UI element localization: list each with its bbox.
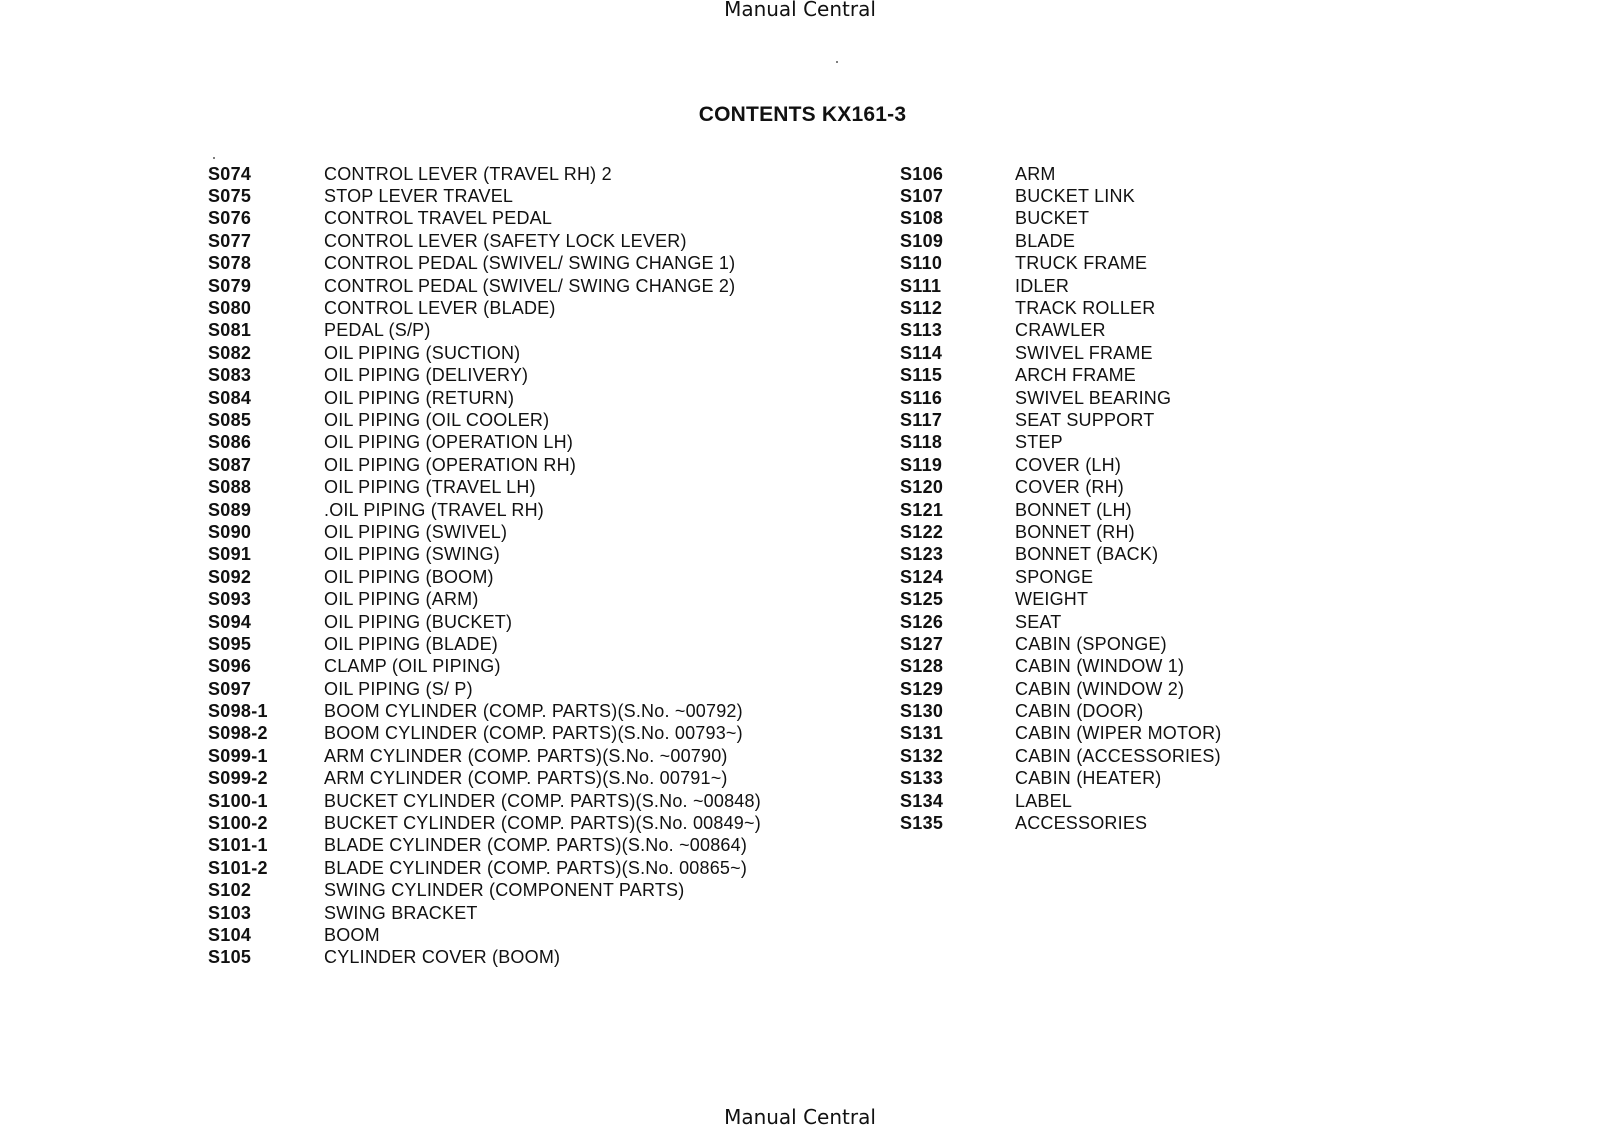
contents-entry: [900, 365, 1221, 387]
contents-entry: [208, 633, 761, 655]
contents-entry: [208, 275, 761, 297]
section-code: S117: [900, 409, 943, 430]
section-title: CABIN (HEATER): [1015, 768, 1162, 789]
contents-entry: [208, 611, 761, 633]
contents-entry: [900, 432, 1221, 454]
contents-entry: [208, 656, 761, 678]
section-code: S093: [208, 589, 252, 610]
section-title: CABIN (WINDOW 1): [1015, 656, 1185, 677]
contents-entry: [900, 656, 1221, 678]
section-code: S124: [900, 566, 944, 587]
section-title: BONNET (LH): [1015, 499, 1132, 520]
section-title: OIL PIPING (BOOM): [324, 566, 494, 587]
section-code: S075: [208, 186, 252, 207]
contents-entry: [900, 208, 1221, 230]
section-code: S101-1: [208, 835, 268, 856]
contents-entry: [900, 812, 1221, 834]
contents-entry: [208, 365, 761, 387]
section-title: OIL PIPING (SWIVEL): [324, 521, 508, 542]
contents-entry: [208, 902, 761, 924]
section-title: BUCKET CYLINDER (COMP. PARTS)(S.No. ~00848): [324, 790, 761, 811]
section-title: STEP: [1015, 432, 1063, 453]
contents-entry: [900, 409, 1221, 431]
contents-entry: [208, 857, 761, 879]
section-code: S103: [208, 902, 252, 923]
section-code: S099-2: [208, 768, 268, 789]
contents-entry: [900, 454, 1221, 476]
section-code: S101-2: [208, 857, 268, 878]
section-title: STOP LEVER TRAVEL: [324, 186, 514, 207]
section-title: IDLER: [1015, 275, 1070, 296]
section-title: SWING BRACKET: [324, 902, 478, 923]
section-title: OIL PIPING (DELIVERY): [324, 365, 529, 386]
section-title: SWIVEL BEARING: [1015, 387, 1172, 408]
section-code: S129: [900, 678, 944, 699]
section-title: CONTROL LEVER (TRAVEL RH) 2: [324, 163, 612, 184]
contents-entry: [208, 230, 761, 252]
contents-entry: [900, 544, 1221, 566]
section-title: CLAMP (OIL PIPING): [324, 656, 501, 677]
section-title: BLADE CYLINDER (COMP. PARTS)(S.No. 00865~): [324, 857, 748, 878]
section-code: S095: [208, 633, 252, 654]
contents-entry: [900, 588, 1221, 610]
contents-entry: [900, 342, 1221, 364]
section-title: SWING CYLINDER (COMPONENT PARTS): [324, 880, 685, 901]
contents-entry: [900, 678, 1221, 700]
section-title: CABIN (WINDOW 2): [1015, 678, 1185, 699]
section-title: BLADE: [1015, 230, 1076, 251]
contents-entry: [208, 521, 761, 543]
section-code: S087: [208, 454, 252, 475]
section-title: SEAT: [1015, 611, 1062, 632]
section-code: S098-2: [208, 723, 268, 744]
section-code: S083: [208, 365, 252, 386]
contents-entry: [208, 812, 761, 834]
section-title: OIL PIPING (BUCKET): [324, 611, 513, 632]
contents-entry: [900, 387, 1221, 409]
section-code: S085: [208, 409, 252, 430]
section-title: TRUCK FRAME: [1015, 253, 1148, 274]
section-title: CONTROL LEVER (BLADE): [324, 298, 556, 319]
section-code: S077: [208, 230, 252, 251]
contents-entry: [208, 476, 761, 498]
section-title: CONTROL LEVER (SAFETY LOCK LEVER): [324, 230, 687, 251]
section-code: S099-1: [208, 745, 268, 766]
contents-entry: [208, 320, 761, 342]
contents-entry: [208, 924, 761, 946]
section-title: OIL PIPING (SUCTION): [324, 342, 521, 363]
section-code: S082: [208, 342, 252, 363]
contents-entry: [208, 253, 761, 275]
contents-entry: [900, 633, 1221, 655]
contents-entry: [208, 700, 761, 722]
contents-entry: [208, 745, 761, 767]
section-code: S090: [208, 521, 252, 542]
section-code: S102: [208, 880, 252, 901]
contents-entry: [900, 275, 1221, 297]
section-title: ACCESSORIES: [1015, 813, 1148, 834]
contents-entry: [208, 947, 761, 969]
section-title: ARCH FRAME: [1015, 365, 1137, 386]
contents-entry: [208, 499, 761, 521]
section-title: BUCKET: [1015, 208, 1090, 229]
contents-entry: [900, 700, 1221, 722]
section-code: S131: [900, 723, 944, 744]
section-title: CRAWLER: [1015, 320, 1106, 341]
section-title: BOOM CYLINDER (COMP. PARTS)(S.No. 00793~): [324, 723, 743, 744]
contents-entry: [208, 544, 761, 566]
contents-entry: [900, 521, 1221, 543]
section-title: OIL PIPING (OPERATION RH): [324, 454, 577, 475]
section-code: S100-1: [208, 790, 268, 811]
section-title: TRACK ROLLER: [1015, 298, 1156, 319]
footer-brand: Manual Central: [724, 1105, 876, 1129]
contents-entry: [900, 745, 1221, 767]
section-code: S084: [208, 387, 252, 408]
section-code: S133: [900, 768, 944, 789]
section-title: LABEL: [1015, 790, 1073, 811]
section-title: CYLINDER COVER (BOOM): [324, 947, 561, 968]
contents-entry: [208, 163, 761, 185]
section-code: S092: [208, 566, 252, 587]
section-title: OIL PIPING (OPERATION LH): [324, 432, 574, 453]
section-title: CABIN (ACCESSORIES): [1015, 745, 1221, 766]
section-title: SWIVEL FRAME: [1015, 342, 1153, 363]
contents-entry: [208, 454, 761, 476]
section-code: S113: [900, 320, 943, 341]
contents-entry: [208, 768, 761, 790]
section-code: S081: [208, 320, 252, 341]
contents-entry: [900, 320, 1221, 342]
section-title: BUCKET LINK: [1015, 186, 1135, 207]
section-code: S109: [900, 230, 944, 251]
contents-entry: [900, 476, 1221, 498]
section-title: OIL PIPING (ARM): [324, 589, 479, 610]
section-title: CABIN (DOOR): [1015, 701, 1144, 722]
section-title: CABIN (WIPER MOTOR): [1015, 723, 1222, 744]
contents-entry: [208, 409, 761, 431]
section-title: CONTROL PEDAL (SWIVEL/ SWING CHANGE 2): [324, 275, 736, 296]
contents-entry: [900, 611, 1221, 633]
section-code: S130: [900, 701, 944, 722]
section-title: BONNET (BACK): [1015, 544, 1159, 565]
section-title: BLADE CYLINDER (COMP. PARTS)(S.No. ~00864): [324, 835, 748, 856]
contents-entry: [208, 566, 761, 588]
section-title: CONTROL PEDAL (SWIVEL/ SWING CHANGE 1): [324, 253, 736, 274]
section-title: BONNET (RH): [1015, 521, 1135, 542]
section-title: CABIN (SPONGE): [1015, 633, 1167, 654]
section-title: SPONGE: [1015, 566, 1094, 587]
contents-list-right: [900, 163, 1221, 835]
section-code: S123: [900, 544, 944, 565]
section-title: OIL PIPING (BLADE): [324, 633, 498, 654]
section-title: .OIL PIPING (TRAVEL RH): [324, 499, 544, 520]
section-code: S119: [900, 454, 943, 475]
section-code: S097: [208, 678, 252, 699]
section-code: S122: [900, 521, 944, 542]
section-title: OIL PIPING (S/ P): [324, 678, 473, 699]
contents-entry: [900, 297, 1221, 319]
section-title: ARM CYLINDER (COMP. PARTS)(S.No. ~00790): [324, 745, 728, 766]
section-title: COVER (RH): [1015, 477, 1124, 498]
contents-entry: [208, 208, 761, 230]
section-code: S098-1: [208, 701, 268, 722]
section-code: S076: [208, 208, 252, 229]
section-code: S107: [900, 186, 944, 207]
section-title: OIL PIPING (SWING): [324, 544, 500, 565]
section-code: S111: [900, 275, 942, 296]
section-title: ARM: [1015, 163, 1056, 184]
section-code: S114: [900, 342, 943, 363]
contents-entry: [900, 768, 1221, 790]
section-title: SEAT SUPPORT: [1015, 409, 1155, 430]
contents-entry: [900, 230, 1221, 252]
section-title: ARM CYLINDER (COMP. PARTS)(S.No. 00791~): [324, 768, 728, 789]
section-code: S091: [208, 544, 252, 565]
section-code: S106: [900, 163, 944, 184]
section-code: S134: [900, 790, 944, 811]
contents-entry: [900, 253, 1221, 275]
section-code: S079: [208, 275, 252, 296]
section-code: S116: [900, 387, 943, 408]
contents-entry: [208, 432, 761, 454]
section-code: S089: [208, 499, 252, 520]
header-brand: Manual Central: [724, 0, 876, 21]
section-code: S080: [208, 298, 252, 319]
contents-entry: [208, 342, 761, 364]
contents-entry: [208, 588, 761, 610]
section-title: OIL PIPING (OIL COOLER): [324, 409, 550, 430]
contents-entry: [900, 566, 1221, 588]
section-code: S108: [900, 208, 944, 229]
section-code: S135: [900, 813, 944, 834]
section-code: S078: [208, 253, 252, 274]
contents-entry: [900, 723, 1221, 745]
section-code: S086: [208, 432, 252, 453]
contents-entry: [208, 790, 761, 812]
section-code: S128: [900, 656, 944, 677]
section-title: OIL PIPING (RETURN): [324, 387, 515, 408]
contents-entry: [900, 790, 1221, 812]
section-code: S125: [900, 589, 944, 610]
section-code: S118: [900, 432, 943, 453]
section-code: S112: [900, 298, 943, 319]
section-title: BOOM CYLINDER (COMP. PARTS)(S.No. ~00792): [324, 701, 743, 722]
section-title: COVER (LH): [1015, 454, 1122, 475]
section-code: S104: [208, 924, 252, 945]
section-code: S094: [208, 611, 252, 632]
contents-entry: [208, 835, 761, 857]
contents-entry: [900, 163, 1221, 185]
scan-speck: [213, 157, 215, 159]
section-code: S105: [208, 947, 252, 968]
contents-entry: [208, 185, 761, 207]
section-code: S115: [900, 365, 943, 386]
section-title: PEDAL (S/P): [324, 320, 431, 341]
section-code: S132: [900, 745, 944, 766]
section-code: S121: [900, 499, 944, 520]
section-title: BUCKET CYLINDER (COMP. PARTS)(S.No. 00849~): [324, 813, 761, 834]
contents-list-left: [208, 163, 761, 969]
section-code: S088: [208, 477, 252, 498]
contents-entry: [900, 185, 1221, 207]
section-code: S126: [900, 611, 944, 632]
contents-entry: [208, 880, 761, 902]
section-title: WEIGHT: [1015, 589, 1089, 610]
scan-speck: [836, 61, 838, 63]
page-title: CONTENTS KX161-3: [698, 103, 907, 126]
section-title: CONTROL TRAVEL PEDAL: [324, 208, 553, 229]
section-code: S100-2: [208, 813, 268, 834]
section-code: S074: [208, 163, 252, 184]
section-code: S110: [900, 253, 943, 274]
section-code: S120: [900, 477, 944, 498]
contents-entry: [900, 499, 1221, 521]
section-code: S127: [900, 633, 944, 654]
contents-entry: [208, 387, 761, 409]
section-title: BOOM: [324, 924, 380, 945]
contents-entry: [208, 723, 761, 745]
section-title: OIL PIPING (TRAVEL LH): [324, 477, 536, 498]
contents-entry: [208, 678, 761, 700]
contents-entry: [208, 297, 761, 319]
section-code: S096: [208, 656, 252, 677]
